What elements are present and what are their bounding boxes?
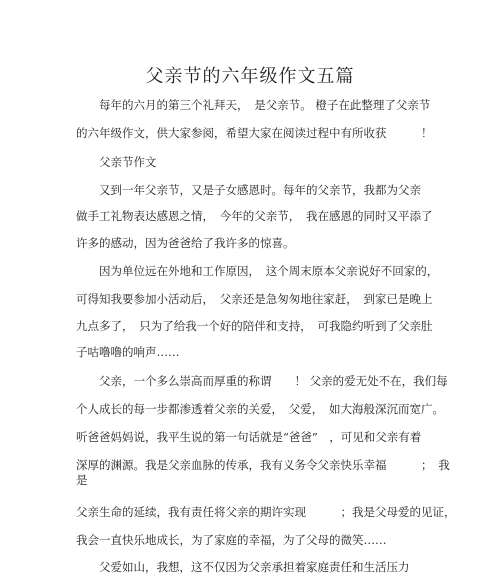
paragraph-line: 的六年级作文，供大家参阅，希望大家在阅读过程中有所收获 ！ bbox=[76, 126, 433, 140]
paragraph-line: 父亲，一个多么崇高而厚重的称谓 ！ 父亲的爱无处不在，我们每 bbox=[99, 374, 448, 388]
paragraph-line: 听爸爸妈妈说，我平生说的第一句话就是“爸爸” ，可见和父亲有着 bbox=[76, 430, 422, 444]
paragraph-line: 深厚的渊源。我是父亲血脉的传承，我有义务令父亲快乐幸福 ； 我 bbox=[76, 458, 450, 472]
paragraph-line: 因为单位远在外地和工作原因， 这个周末原本父亲说好不回家的， bbox=[99, 264, 439, 278]
paragraph-line: 父亲生命的延续，我有责任将父亲的期许实现 ；我是父母爱的见证， bbox=[76, 505, 456, 519]
paragraph-line: 我会一直快乐地成长，为了家庭的幸福，为了父母的微笑…… bbox=[76, 533, 387, 547]
paragraph-line: 每年的六月的第三个礼拜天， 是父亲节。 橙子在此整理了父亲节 bbox=[99, 98, 431, 112]
section-heading: 父亲节作文 bbox=[99, 155, 157, 169]
paragraph-line: 许多的感动，因为爸爸给了我许多的惊喜。 bbox=[76, 236, 295, 250]
paragraph-line: 九点多了， 只为了给我一个好的陪伴和支持， 可我隐约听到了父亲肚 bbox=[76, 319, 433, 333]
paragraph-line: 父爱如山，我想，这不仅因为父亲承担着家庭责任和生活压力 bbox=[99, 560, 410, 574]
paragraph-line: 是 bbox=[76, 473, 88, 487]
paragraph-line: 可得知我要参加小活动后， 父亲还是急匆匆地往家赶， 到家已是晚上 bbox=[76, 292, 433, 306]
paragraph-line: 又到一年父亲节，又是子女感恩时。每年的父亲节，我都为父亲 bbox=[99, 183, 421, 197]
paragraph-line: 做手工礼物表达感恩之情， 今年的父亲节， 我在感恩的同时又平添了 bbox=[76, 209, 433, 223]
paragraph-line: 子咕噜噜的响声…… bbox=[76, 345, 180, 359]
paragraph-line: 个人成长的每一步都渗透着父亲的关爱， 父爱， 如大海般深沉而宽广。 bbox=[76, 402, 444, 416]
document-title: 父亲节的六年级作文五篇 bbox=[145, 66, 355, 87]
